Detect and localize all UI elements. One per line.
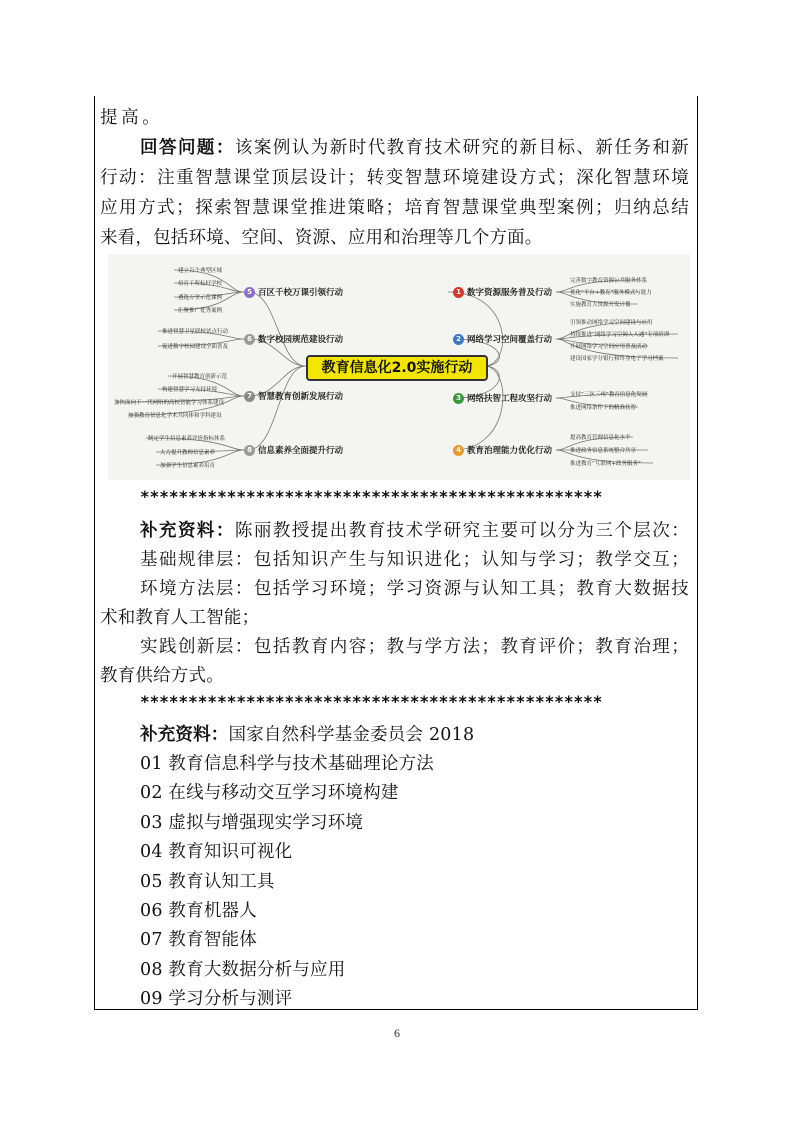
supplement-label: 补充资料： (140, 521, 235, 541)
text-line: 国家自然科学基金委员会 2018 (228, 725, 475, 745)
leaf: 制定学生信息素养评价指标体系 (148, 436, 226, 442)
leaf: 实施教育大资源开发计划 (570, 302, 631, 308)
leaf: 完善数字教育资源公共服务体系 (570, 278, 648, 284)
list-item: 05 教育认知工具 (140, 872, 275, 892)
paragraph-line: 术和教育人工智能； (100, 608, 260, 628)
number-badge: 2 (453, 334, 464, 345)
list-item: 02 在线与移动交互学习环境构建 (140, 783, 399, 803)
leaf: 遴选万堂示范课例 (178, 295, 223, 301)
leaf: 加强学生信息素养培育 (160, 463, 216, 469)
number-badge: 3 (453, 393, 464, 404)
leaf: 大力提升教师信息素养 (160, 450, 216, 456)
number-badge: 5 (244, 287, 255, 298)
leaf: 加强教育信息化学术共同体和学科建设 (128, 413, 222, 419)
paragraph-line (100, 104, 160, 129)
text-line: 该案例认为新时代教育技术研究的新目标、新任务和新 (234, 138, 689, 158)
list-item: 03 虚拟与增强现实学习环境 (140, 813, 364, 833)
leaf: 推进智慧卫星联校试点行动 (162, 329, 229, 335)
branch-title: 数字资源服务普及行动 (467, 288, 553, 298)
supplement-line (140, 721, 474, 746)
list-item: 04 教育知识可视化 (140, 842, 293, 862)
leaf: 促进数字校园建设全面普及 (162, 344, 229, 350)
separator-stars: ************************************************ (140, 487, 603, 506)
text-line: 提高。 (100, 108, 160, 128)
paragraph-line: 教育供给方式。 (100, 666, 224, 686)
branch-title: 教育治理能力优化行动 (467, 446, 553, 456)
paragraph-line: 环境方法层：包括学习环境；学习资源与认知工具；教育大数据技 (140, 579, 689, 599)
leaf: 建设国家学分银行和终身电子学习档案 (570, 356, 664, 362)
branch-6 (244, 333, 343, 345)
leaf: 推进网络条件下的精准扶智 (570, 405, 637, 411)
branch-title: 网络扶智工程攻坚行动 (467, 394, 553, 404)
text-line: 陈丽教授提出教育技术学研究主要可以分为三个层次： (234, 521, 689, 541)
paragraph-line: 基础规律层：包括知识产生与知识进化；认知与学习；教学交互； (140, 550, 689, 570)
leaf: 构建智慧学习支持环境 (162, 387, 218, 393)
list-item: 07 教育智能体 (140, 930, 257, 950)
leaf: 优化“平台+教育”服务模式与能力 (570, 290, 652, 296)
branch-title: 数字校园规范建设行动 (258, 335, 344, 345)
leaf: 推进教育“互联网+政务服务” (570, 461, 641, 467)
leaf: 汇聚推广优秀案例 (178, 308, 223, 314)
leaf: 建立百个典型区域 (178, 268, 223, 274)
list-item: 09 学习分析与测评 (140, 989, 293, 1009)
leaf: 提高教育管理信息化水平 (570, 435, 631, 441)
branch-title: 网络学习空间覆盖行动 (467, 335, 553, 345)
mindmap-figure (108, 254, 690, 480)
branch-title: 智慧教育创新发展行动 (258, 392, 344, 402)
branch-5 (244, 286, 343, 298)
page-number: 6 (394, 1026, 400, 1040)
branch-title: 信息素养全面提升行动 (258, 446, 344, 456)
number-badge: 4 (453, 445, 464, 456)
leaf: 持续推进“网络学习空间人人通”专项培训 (570, 332, 670, 338)
separator-stars: ************************************************ (140, 692, 603, 711)
mindmap-center: 教育信息化2.0实施行动 (306, 355, 488, 381)
leaf: 推进政务信息系统整合共享 (570, 448, 637, 454)
leaf: 支持“三区三州”教育信息化发展 (570, 392, 648, 398)
leaf: 开展网络学习空间应用普及活动 (570, 344, 648, 350)
branch-8 (244, 444, 343, 456)
number-badge: 8 (244, 445, 255, 456)
branch-7 (244, 390, 343, 402)
branch-3 (453, 392, 552, 404)
list-item: 08 教育大数据分析与应用 (140, 960, 346, 980)
paragraph-line: 实践创新层：包括教育内容；教与学方法；教育评价；教育治理； (140, 637, 689, 657)
paragraph-line: 行动：注重智慧课堂顶层设计；转变智慧环境建设方式；深化智慧环境 (100, 168, 689, 188)
branch-1 (453, 286, 552, 298)
leaf: 培育千所标杆学校 (178, 281, 223, 287)
paragraph-line: 来看，包括环境、空间、资源、应用和治理等几个方面。 (100, 228, 543, 248)
list-item: 06 教育机器人 (140, 901, 257, 921)
branch-title: 百区千校万课引领行动 (258, 288, 344, 298)
leaf: 加快面向下一代网络的高校智能学习体系建设 (114, 400, 225, 406)
branch-2 (453, 333, 552, 345)
number-badge: 7 (244, 391, 255, 402)
answer-line (140, 134, 689, 159)
leaf: 开展智慧教育创新示范 (172, 374, 228, 380)
supplement-label: 补充资料： (140, 725, 229, 745)
number-badge: 1 (453, 287, 464, 298)
leaf: 引领推动网络学习空间建设与应用 (570, 320, 653, 326)
branch-4 (453, 444, 552, 456)
paragraph-line: 应用方式；探索智慧课堂推进策略；培育智慧课堂典型案例；归纳总结 (100, 198, 689, 218)
list-item: 01 教育信息科学与技术基础理论方法 (140, 754, 434, 774)
number-badge: 6 (244, 334, 255, 345)
answer-label: 回答问题： (140, 138, 235, 158)
supplement-line (140, 517, 689, 542)
